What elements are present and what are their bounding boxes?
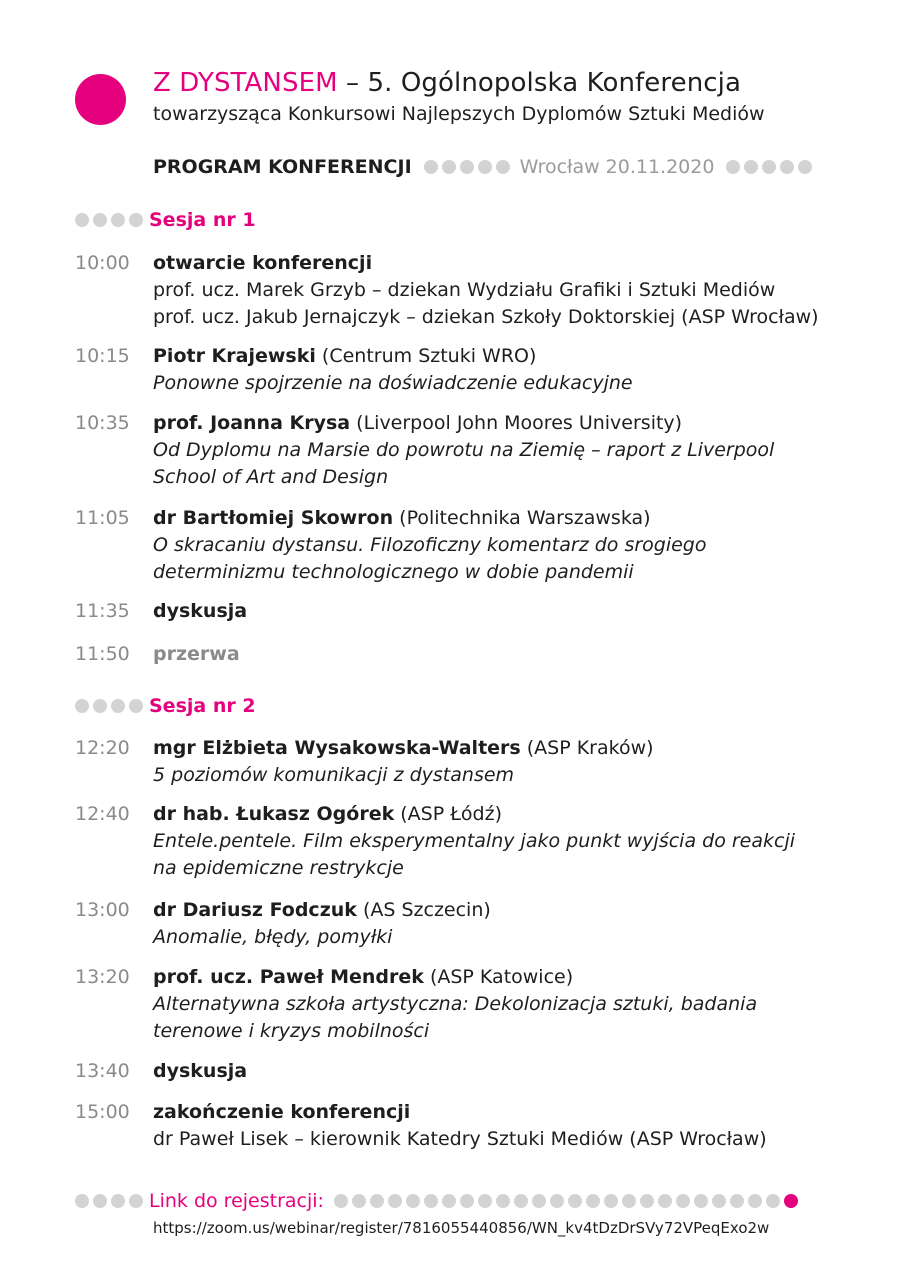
program-place-date: Wrocław 20.11.2020 (519, 156, 715, 178)
title-rest: – 5. Ogólnopolska Konferencja (337, 68, 742, 98)
entry-time: 13:00 (75, 899, 130, 921)
entry-name: otwarcie konferencji (153, 252, 373, 274)
schedule-entry (153, 505, 853, 586)
page-subtitle: towarzysząca Konkursowi Najlepszych Dyplomów Sztuki Mediów (153, 103, 765, 125)
speaker-affiliation: (Politechnika Warszawska) (393, 507, 651, 529)
entry-name: dyskusja (153, 1060, 248, 1082)
registration-link[interactable]: https://zoom.us/webinar/register/7816055440856/WN_kv4tDzDrSVy72VPeqExo2w (153, 1219, 770, 1237)
title-highlight: Z DYSTANSEM (153, 68, 338, 98)
session-label: Sesja nr 1 (149, 209, 256, 231)
entry-time: 10:00 (75, 252, 130, 274)
speaker-name: dr hab. Łukasz Ogórek (153, 803, 395, 825)
registration-label: Link do rejestracji: (149, 1190, 324, 1212)
talk-title: Entele.pentele. Film eksperymentalny jako punkt wyjścia do reakcji (153, 830, 796, 852)
schedule-entry (153, 801, 853, 882)
divider-dot (406, 1194, 420, 1208)
schedule-entry (153, 964, 853, 1045)
divider-dot (766, 1194, 780, 1208)
schedule-entry (153, 1058, 853, 1085)
divider-dot (622, 1194, 636, 1208)
divider-dot (586, 1194, 600, 1208)
talk-title: Ponowne spojrzenie na doświadczenie edukacyjne (153, 372, 633, 394)
speaker-affiliation: (ASP Łódź) (394, 803, 502, 825)
logo-dot (75, 74, 126, 125)
divider-dot (748, 1194, 762, 1208)
speaker-affiliation: (Centrum Sztuki WRO) (315, 345, 537, 367)
registration-dots-right (334, 1194, 802, 1208)
talk-title: determinizmu technologicznego w dobie pandemii (153, 561, 634, 583)
divider-dot (424, 1194, 438, 1208)
entry-line: prof. ucz. Marek Grzyb – dziekan Wydziału Grafiki i Sztuki Mediów (153, 279, 776, 301)
speaker-name: prof. ucz. Paweł Mendrek (153, 966, 424, 988)
schedule-entry (153, 897, 853, 951)
program-header (153, 154, 816, 180)
talk-title: na epidemiczne restrykcje (153, 857, 404, 879)
divider-dot (388, 1194, 402, 1208)
accent-dot (784, 1194, 798, 1208)
session-label: Sesja nr 2 (149, 695, 256, 717)
divider-dot (334, 1194, 348, 1208)
speaker-name: prof. Joanna Krysa (153, 412, 351, 434)
entry-line: prof. ucz. Jakub Jernajczyk – dziekan Szkoły Doktorskiej (ASP Wrocław) (153, 306, 819, 328)
divider-dot (370, 1194, 384, 1208)
page-title (153, 68, 741, 98)
divider-dot (532, 1194, 546, 1208)
registration-row (75, 1188, 802, 1214)
program-title: PROGRAM KONFERENCJI (153, 156, 412, 178)
session-header (75, 207, 256, 233)
schedule-entry (153, 343, 853, 397)
entry-time: 15:00 (75, 1101, 130, 1123)
entry-name: zakończenie konferencji (153, 1101, 411, 1123)
divider-dot (730, 1194, 744, 1208)
speaker-affiliation: (ASP Katowice) (423, 966, 574, 988)
divider-dot (496, 1194, 510, 1208)
speaker-affiliation: (AS Szczecin) (356, 899, 491, 921)
speaker-affiliation: (ASP Kraków) (520, 737, 654, 759)
talk-title: terenowe i kryzys mobilności (153, 1020, 430, 1042)
divider-dot (352, 1194, 366, 1208)
divider-dot (658, 1194, 672, 1208)
divider-dot (514, 1194, 528, 1208)
schedule-entry (153, 250, 853, 331)
divider-dot (478, 1194, 492, 1208)
divider-dot (550, 1194, 564, 1208)
speaker-name: dr Dariusz Fodczuk (153, 899, 357, 921)
entry-time: 10:35 (75, 412, 130, 434)
registration-dots-left (75, 1194, 147, 1208)
entry-name: dyskusja (153, 600, 248, 622)
divider-dot (604, 1194, 618, 1208)
talk-title: Od Dyplomu na Marsie do powrotu na Ziemię – raport z Liverpool (153, 439, 775, 461)
schedule-entry (153, 735, 853, 789)
talk-title: School of Art and Design (153, 466, 389, 488)
entry-time: 10:15 (75, 345, 130, 367)
entry-time: 13:20 (75, 966, 130, 988)
divider-dot (712, 1194, 726, 1208)
entry-time: 11:50 (75, 643, 130, 665)
entry-time: 11:35 (75, 600, 130, 622)
entry-time: 13:40 (75, 1060, 130, 1082)
entry-time: 12:20 (75, 737, 130, 759)
session-dots (75, 213, 147, 227)
divider-dot (460, 1194, 474, 1208)
schedule-entry (153, 410, 853, 491)
speaker-affiliation: (Liverpool John Moores University) (350, 412, 683, 434)
dots-divider (424, 160, 514, 174)
session-header (75, 693, 256, 719)
speaker-name: Piotr Krajewski (153, 345, 316, 367)
talk-title: 5 poziomów komunikacji z dystansem (153, 764, 515, 786)
entry-time: 11:05 (75, 507, 130, 529)
speaker-name: mgr Elżbieta Wysakowska-Walters (153, 737, 521, 759)
entry-name: przerwa (153, 643, 240, 665)
talk-title: Anomalie, błędy, pomyłki (153, 926, 393, 948)
talk-title: Alternatywna szkoła artystyczna: Dekolonizacja sztuki, badania (153, 993, 758, 1015)
schedule-entry (153, 1099, 853, 1153)
speaker-name: dr Bartłomiej Skowron (153, 507, 394, 529)
schedule-entry (153, 598, 853, 625)
divider-dot (676, 1194, 690, 1208)
divider-dot (694, 1194, 708, 1208)
divider-dot (640, 1194, 654, 1208)
entry-time: 12:40 (75, 803, 130, 825)
dots-divider (726, 160, 816, 174)
session-dots (75, 699, 147, 713)
divider-dot (568, 1194, 582, 1208)
schedule-entry (153, 641, 853, 668)
entry-line: dr Paweł Lisek – kierownik Katedry Sztuki Mediów (ASP Wrocław) (153, 1128, 767, 1150)
divider-dot (442, 1194, 456, 1208)
talk-title: O skracaniu dystansu. Filozoficzny komentarz do srogiego (153, 534, 707, 556)
